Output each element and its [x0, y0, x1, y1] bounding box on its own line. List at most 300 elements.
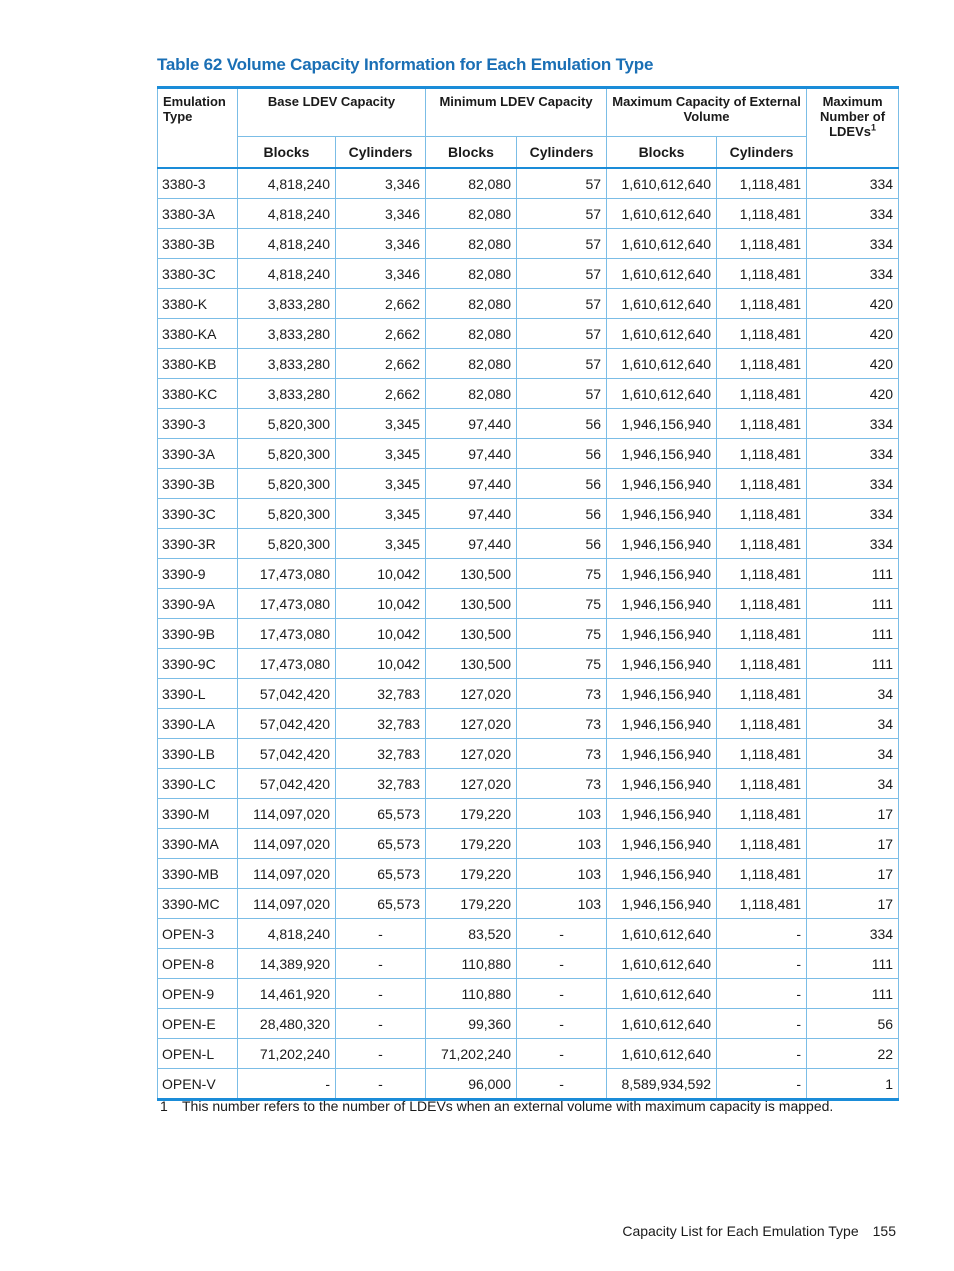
cell-max-blocks: 1,610,612,640 [607, 949, 717, 979]
cell-max-ldevs: 22 [807, 1039, 899, 1069]
cell-emulation-type: 3380-K [158, 289, 238, 319]
cell-emulation-type: OPEN-9 [158, 979, 238, 1009]
cell-base-cylinders: - [336, 979, 426, 1009]
cell-emulation-type: 3390-9 [158, 559, 238, 589]
cell-base-blocks: 3,833,280 [238, 349, 336, 379]
cell-max-ldevs: 34 [807, 709, 899, 739]
cell-min-blocks: 71,202,240 [426, 1039, 517, 1069]
cell-max-ldevs: 111 [807, 979, 899, 1009]
cell-min-cylinders: 75 [517, 589, 607, 619]
cell-min-blocks: 97,440 [426, 499, 517, 529]
cell-base-blocks: 17,473,080 [238, 619, 336, 649]
cell-max-blocks: 1,610,612,640 [607, 319, 717, 349]
cell-max-ldevs: 34 [807, 739, 899, 769]
cell-max-ldevs: 17 [807, 859, 899, 889]
cell-base-blocks: 14,389,920 [238, 949, 336, 979]
table-row [158, 889, 899, 919]
cell-max-cylinders: 1,118,481 [717, 319, 807, 349]
table-row [158, 319, 899, 349]
cell-max-cylinders: 1,118,481 [717, 289, 807, 319]
table-row [158, 499, 899, 529]
cell-max-ldevs: 334 [807, 199, 899, 229]
cell-emulation-type: 3390-9A [158, 589, 238, 619]
cell-base-cylinders: 3,345 [336, 469, 426, 499]
cell-base-blocks: 114,097,020 [238, 889, 336, 919]
cell-min-cylinders: 73 [517, 769, 607, 799]
cell-max-cylinders: 1,118,481 [717, 168, 807, 199]
cell-base-blocks: 3,833,280 [238, 379, 336, 409]
page-number: 155 [872, 1223, 896, 1239]
cell-max-blocks: 1,610,612,640 [607, 199, 717, 229]
cell-base-blocks: 14,461,920 [238, 979, 336, 1009]
cell-max-blocks: 1,946,156,940 [607, 829, 717, 859]
cell-emulation-type: 3390-L [158, 679, 238, 709]
cell-base-blocks: 114,097,020 [238, 829, 336, 859]
cell-max-cylinders: - [717, 949, 807, 979]
cell-min-blocks: 127,020 [426, 709, 517, 739]
cell-max-blocks: 1,946,156,940 [607, 799, 717, 829]
cell-max-blocks: 1,610,612,640 [607, 259, 717, 289]
cell-min-cylinders: 103 [517, 889, 607, 919]
cell-max-blocks: 1,946,156,940 [607, 649, 717, 679]
cell-max-ldevs: 17 [807, 829, 899, 859]
table-row [158, 229, 899, 259]
cell-max-cylinders: - [717, 919, 807, 949]
table-row [158, 259, 899, 289]
cell-emulation-type: 3390-MB [158, 859, 238, 889]
cell-max-ldevs: 34 [807, 769, 899, 799]
cell-base-cylinders: 3,345 [336, 529, 426, 559]
cell-base-blocks: 4,818,240 [238, 259, 336, 289]
footnote-number: 1 [160, 1098, 168, 1114]
cell-min-cylinders: - [517, 1009, 607, 1039]
cell-max-blocks: 1,946,156,940 [607, 739, 717, 769]
footer-section-title: Capacity List for Each Emulation Type [622, 1223, 859, 1239]
cell-min-blocks: 99,360 [426, 1009, 517, 1039]
table-row [158, 469, 899, 499]
cell-emulation-type: 3380-3 [158, 168, 238, 199]
table-row [158, 769, 899, 799]
cell-emulation-type: 3390-3R [158, 529, 238, 559]
header-base-cylinders: Cylinders [336, 137, 426, 169]
cell-emulation-type: 3390-LA [158, 709, 238, 739]
cell-min-blocks: 130,500 [426, 649, 517, 679]
header-minimum-ldev-capacity: Minimum LDEV Capacity [426, 88, 607, 137]
table-row [158, 168, 899, 199]
cell-base-cylinders: - [336, 919, 426, 949]
table-row [158, 409, 899, 439]
cell-min-cylinders: - [517, 919, 607, 949]
cell-base-blocks: 5,820,300 [238, 439, 336, 469]
cell-base-cylinders: 10,042 [336, 589, 426, 619]
header-base-blocks: Blocks [238, 137, 336, 169]
cell-max-blocks: 1,610,612,640 [607, 919, 717, 949]
cell-min-cylinders: 56 [517, 469, 607, 499]
cell-min-blocks: 179,220 [426, 889, 517, 919]
cell-min-cylinders: 103 [517, 829, 607, 859]
cell-max-cylinders: 1,118,481 [717, 889, 807, 919]
table-row [158, 199, 899, 229]
cell-emulation-type: 3390-M [158, 799, 238, 829]
cell-base-cylinders: 3,345 [336, 499, 426, 529]
table-row [158, 289, 899, 319]
cell-max-cylinders: 1,118,481 [717, 859, 807, 889]
cell-max-cylinders: 1,118,481 [717, 259, 807, 289]
cell-base-blocks: 17,473,080 [238, 589, 336, 619]
cell-min-cylinders: 56 [517, 529, 607, 559]
cell-max-blocks: 1,610,612,640 [607, 379, 717, 409]
cell-max-cylinders: 1,118,481 [717, 589, 807, 619]
cell-min-cylinders: - [517, 1069, 607, 1100]
cell-emulation-type: 3390-MA [158, 829, 238, 859]
cell-min-cylinders: 57 [517, 229, 607, 259]
cell-max-ldevs: 334 [807, 919, 899, 949]
cell-base-cylinders: 32,783 [336, 739, 426, 769]
cell-max-cylinders: 1,118,481 [717, 409, 807, 439]
cell-base-blocks: 28,480,320 [238, 1009, 336, 1039]
cell-emulation-type: OPEN-3 [158, 919, 238, 949]
cell-max-cylinders: 1,118,481 [717, 649, 807, 679]
cell-base-blocks: 5,820,300 [238, 409, 336, 439]
cell-min-blocks: 97,440 [426, 439, 517, 469]
cell-base-cylinders: 3,345 [336, 409, 426, 439]
cell-base-cylinders: 3,345 [336, 439, 426, 469]
cell-base-cylinders: 3,346 [336, 259, 426, 289]
cell-base-blocks: 57,042,420 [238, 709, 336, 739]
cell-min-blocks: 127,020 [426, 739, 517, 769]
cell-max-blocks: 1,946,156,940 [607, 889, 717, 919]
cell-emulation-type: 3380-KC [158, 379, 238, 409]
capacity-table [157, 86, 899, 1101]
cell-max-ldevs: 111 [807, 949, 899, 979]
cell-max-cylinders: 1,118,481 [717, 529, 807, 559]
cell-min-blocks: 130,500 [426, 559, 517, 589]
table-row [158, 379, 899, 409]
header-max-blocks: Blocks [607, 137, 717, 169]
table-row [158, 949, 899, 979]
cell-min-cylinders: 73 [517, 709, 607, 739]
cell-max-blocks: 1,946,156,940 [607, 619, 717, 649]
cell-base-cylinders: 3,346 [336, 229, 426, 259]
cell-emulation-type: 3390-LB [158, 739, 238, 769]
table-row [158, 559, 899, 589]
cell-min-cylinders: 57 [517, 349, 607, 379]
cell-max-ldevs: 56 [807, 1009, 899, 1039]
cell-max-cylinders: 1,118,481 [717, 469, 807, 499]
cell-min-blocks: 110,880 [426, 949, 517, 979]
cell-min-cylinders: 73 [517, 739, 607, 769]
cell-emulation-type: 3390-3A [158, 439, 238, 469]
cell-min-blocks: 130,500 [426, 619, 517, 649]
cell-max-cylinders: 1,118,481 [717, 379, 807, 409]
cell-min-cylinders: 75 [517, 619, 607, 649]
table-row [158, 349, 899, 379]
cell-max-cylinders: 1,118,481 [717, 199, 807, 229]
cell-max-ldevs: 420 [807, 379, 899, 409]
cell-base-cylinders: 3,346 [336, 168, 426, 199]
header-maximum-number-of-ldevs-label: Maximum Number of LDEVs [820, 94, 886, 139]
cell-min-cylinders: 75 [517, 559, 607, 589]
table-row [158, 979, 899, 1009]
cell-min-blocks: 82,080 [426, 289, 517, 319]
cell-max-cylinders: 1,118,481 [717, 559, 807, 589]
cell-emulation-type: 3380-3A [158, 199, 238, 229]
cell-max-blocks: 1,946,156,940 [607, 529, 717, 559]
cell-min-cylinders: 57 [517, 319, 607, 349]
cell-base-blocks: 17,473,080 [238, 649, 336, 679]
cell-base-cylinders: 10,042 [336, 649, 426, 679]
cell-base-cylinders: 2,662 [336, 379, 426, 409]
footnote [160, 1098, 833, 1114]
cell-emulation-type: 3380-3C [158, 259, 238, 289]
cell-min-cylinders: 56 [517, 409, 607, 439]
cell-max-cylinders: 1,118,481 [717, 499, 807, 529]
cell-min-cylinders: 103 [517, 799, 607, 829]
cell-base-blocks: 5,820,300 [238, 529, 336, 559]
cell-max-blocks: 1,946,156,940 [607, 409, 717, 439]
cell-min-blocks: 82,080 [426, 379, 517, 409]
cell-min-cylinders: - [517, 979, 607, 1009]
cell-min-blocks: 179,220 [426, 829, 517, 859]
cell-base-cylinders: - [336, 1069, 426, 1100]
cell-max-ldevs: 334 [807, 529, 899, 559]
table-row [158, 709, 899, 739]
table-row [158, 859, 899, 889]
cell-emulation-type: 3380-3B [158, 229, 238, 259]
cell-emulation-type: OPEN-V [158, 1069, 238, 1100]
cell-emulation-type: 3390-9C [158, 649, 238, 679]
cell-base-blocks: 57,042,420 [238, 739, 336, 769]
cell-base-cylinders: 65,573 [336, 829, 426, 859]
table-row [158, 679, 899, 709]
cell-base-blocks: 4,818,240 [238, 229, 336, 259]
cell-min-blocks: 179,220 [426, 859, 517, 889]
table-row [158, 919, 899, 949]
cell-max-ldevs: 34 [807, 679, 899, 709]
cell-max-blocks: 1,946,156,940 [607, 859, 717, 889]
cell-max-blocks: 8,589,934,592 [607, 1069, 717, 1100]
cell-min-cylinders: 56 [517, 499, 607, 529]
cell-base-cylinders: 2,662 [336, 349, 426, 379]
cell-min-cylinders: 103 [517, 859, 607, 889]
cell-max-cylinders: 1,118,481 [717, 709, 807, 739]
cell-base-cylinders: 2,662 [336, 289, 426, 319]
cell-base-blocks: 4,818,240 [238, 168, 336, 199]
cell-min-blocks: 127,020 [426, 769, 517, 799]
cell-emulation-type: 3390-LC [158, 769, 238, 799]
cell-emulation-type: OPEN-8 [158, 949, 238, 979]
table-row [158, 799, 899, 829]
cell-max-blocks: 1,610,612,640 [607, 168, 717, 199]
cell-max-blocks: 1,610,612,640 [607, 229, 717, 259]
cell-base-cylinders: 32,783 [336, 769, 426, 799]
cell-min-blocks: 110,880 [426, 979, 517, 1009]
cell-max-cylinders: - [717, 1039, 807, 1069]
cell-max-blocks: 1,946,156,940 [607, 469, 717, 499]
cell-base-cylinders: 65,573 [336, 889, 426, 919]
cell-base-blocks: 3,833,280 [238, 319, 336, 349]
cell-max-blocks: 1,610,612,640 [607, 1009, 717, 1039]
cell-max-blocks: 1,946,156,940 [607, 499, 717, 529]
cell-max-blocks: 1,946,156,940 [607, 679, 717, 709]
cell-base-blocks: 114,097,020 [238, 859, 336, 889]
cell-min-cylinders: - [517, 1039, 607, 1069]
cell-max-cylinders: 1,118,481 [717, 619, 807, 649]
cell-min-blocks: 82,080 [426, 259, 517, 289]
cell-emulation-type: OPEN-E [158, 1009, 238, 1039]
cell-min-cylinders: 75 [517, 649, 607, 679]
cell-min-cylinders: 56 [517, 439, 607, 469]
cell-max-blocks: 1,946,156,940 [607, 709, 717, 739]
table-row [158, 1039, 899, 1069]
cell-min-blocks: 127,020 [426, 679, 517, 709]
cell-base-cylinders: - [336, 1039, 426, 1069]
cell-max-ldevs: 334 [807, 229, 899, 259]
cell-base-blocks: 57,042,420 [238, 679, 336, 709]
cell-max-ldevs: 420 [807, 289, 899, 319]
cell-max-ldevs: 17 [807, 889, 899, 919]
cell-min-blocks: 82,080 [426, 199, 517, 229]
cell-min-cylinders: - [517, 949, 607, 979]
cell-max-blocks: 1,610,612,640 [607, 349, 717, 379]
cell-min-blocks: 179,220 [426, 799, 517, 829]
cell-min-blocks: 82,080 [426, 349, 517, 379]
table-body [158, 168, 899, 1100]
table-row [158, 739, 899, 769]
cell-max-cylinders: 1,118,481 [717, 799, 807, 829]
cell-min-blocks: 97,440 [426, 469, 517, 499]
table-row [158, 529, 899, 559]
cell-max-blocks: 1,610,612,640 [607, 1039, 717, 1069]
cell-max-ldevs: 420 [807, 349, 899, 379]
cell-emulation-type: 3390-3C [158, 499, 238, 529]
cell-base-blocks: 5,820,300 [238, 499, 336, 529]
cell-base-cylinders: 10,042 [336, 619, 426, 649]
cell-max-cylinders: 1,118,481 [717, 829, 807, 859]
cell-max-blocks: 1,946,156,940 [607, 559, 717, 589]
cell-min-cylinders: 57 [517, 199, 607, 229]
header-base-ldev-capacity: Base LDEV Capacity [238, 88, 426, 137]
cell-max-cylinders: 1,118,481 [717, 229, 807, 259]
table-row [158, 619, 899, 649]
cell-max-ldevs: 1 [807, 1069, 899, 1100]
page-footer [622, 1223, 896, 1239]
cell-base-blocks: - [238, 1069, 336, 1100]
cell-max-cylinders: 1,118,481 [717, 439, 807, 469]
cell-base-blocks: 114,097,020 [238, 799, 336, 829]
cell-min-blocks: 82,080 [426, 319, 517, 349]
table-title: Table 62 Volume Capacity Information for Each Emulation Type [157, 55, 654, 74]
cell-max-cylinders: 1,118,481 [717, 349, 807, 379]
cell-base-blocks: 57,042,420 [238, 769, 336, 799]
header-emulation-type: Emulation Type [158, 88, 238, 169]
footnote-text: This number refers to the number of LDEVs when an external volume with maximum capacity is mapped. [182, 1098, 834, 1114]
cell-emulation-type: 3380-KA [158, 319, 238, 349]
cell-max-cylinders: - [717, 979, 807, 1009]
cell-max-cylinders: - [717, 1009, 807, 1039]
cell-min-cylinders: 57 [517, 379, 607, 409]
cell-min-blocks: 96,000 [426, 1069, 517, 1100]
cell-base-blocks: 17,473,080 [238, 559, 336, 589]
cell-base-blocks: 5,820,300 [238, 469, 336, 499]
cell-min-blocks: 97,440 [426, 409, 517, 439]
header-min-cylinders: Cylinders [517, 137, 607, 169]
table-row [158, 1009, 899, 1039]
cell-min-cylinders: 57 [517, 168, 607, 199]
cell-base-cylinders: - [336, 949, 426, 979]
cell-emulation-type: OPEN-L [158, 1039, 238, 1069]
cell-max-cylinders: 1,118,481 [717, 739, 807, 769]
cell-max-ldevs: 334 [807, 439, 899, 469]
header-maximum-number-of-ldevs [807, 88, 899, 169]
cell-max-ldevs: 334 [807, 499, 899, 529]
cell-emulation-type: 3390-9B [158, 619, 238, 649]
table-row [158, 439, 899, 469]
header-max-cylinders: Cylinders [717, 137, 807, 169]
footnote-marker: 1 [870, 122, 876, 133]
header-min-blocks: Blocks [426, 137, 517, 169]
cell-max-ldevs: 111 [807, 649, 899, 679]
cell-emulation-type: 3390-3 [158, 409, 238, 439]
cell-max-ldevs: 111 [807, 589, 899, 619]
cell-emulation-type: 3380-KB [158, 349, 238, 379]
cell-max-cylinders: - [717, 1069, 807, 1100]
cell-min-cylinders: 57 [517, 289, 607, 319]
cell-max-ldevs: 111 [807, 559, 899, 589]
cell-base-blocks: 3,833,280 [238, 289, 336, 319]
header-maximum-capacity-external-volume: Maximum Capacity of External Volume [607, 88, 807, 137]
cell-base-blocks: 71,202,240 [238, 1039, 336, 1069]
cell-base-blocks: 4,818,240 [238, 919, 336, 949]
cell-base-cylinders: - [336, 1009, 426, 1039]
cell-base-cylinders: 65,573 [336, 859, 426, 889]
cell-emulation-type: 3390-3B [158, 469, 238, 499]
cell-max-ldevs: 334 [807, 259, 899, 289]
cell-max-blocks: 1,610,612,640 [607, 979, 717, 1009]
cell-min-blocks: 130,500 [426, 589, 517, 619]
cell-base-blocks: 4,818,240 [238, 199, 336, 229]
cell-min-blocks: 82,080 [426, 229, 517, 259]
cell-min-blocks: 97,440 [426, 529, 517, 559]
cell-min-blocks: 82,080 [426, 168, 517, 199]
table-row [158, 649, 899, 679]
cell-max-blocks: 1,610,612,640 [607, 289, 717, 319]
cell-base-cylinders: 3,346 [336, 199, 426, 229]
cell-max-ldevs: 420 [807, 319, 899, 349]
cell-base-cylinders: 32,783 [336, 679, 426, 709]
cell-max-ldevs: 17 [807, 799, 899, 829]
cell-base-cylinders: 2,662 [336, 319, 426, 349]
cell-max-blocks: 1,946,156,940 [607, 769, 717, 799]
cell-max-ldevs: 334 [807, 469, 899, 499]
cell-max-ldevs: 334 [807, 168, 899, 199]
cell-max-ldevs: 334 [807, 409, 899, 439]
table-row [158, 829, 899, 859]
cell-min-cylinders: 57 [517, 259, 607, 289]
cell-max-ldevs: 111 [807, 619, 899, 649]
cell-max-blocks: 1,946,156,940 [607, 439, 717, 469]
cell-max-cylinders: 1,118,481 [717, 769, 807, 799]
table-row [158, 589, 899, 619]
cell-emulation-type: 3390-MC [158, 889, 238, 919]
cell-base-cylinders: 65,573 [336, 799, 426, 829]
cell-max-blocks: 1,946,156,940 [607, 589, 717, 619]
cell-max-cylinders: 1,118,481 [717, 679, 807, 709]
cell-base-cylinders: 10,042 [336, 559, 426, 589]
cell-min-blocks: 83,520 [426, 919, 517, 949]
table-row [158, 1069, 899, 1100]
cell-min-cylinders: 73 [517, 679, 607, 709]
